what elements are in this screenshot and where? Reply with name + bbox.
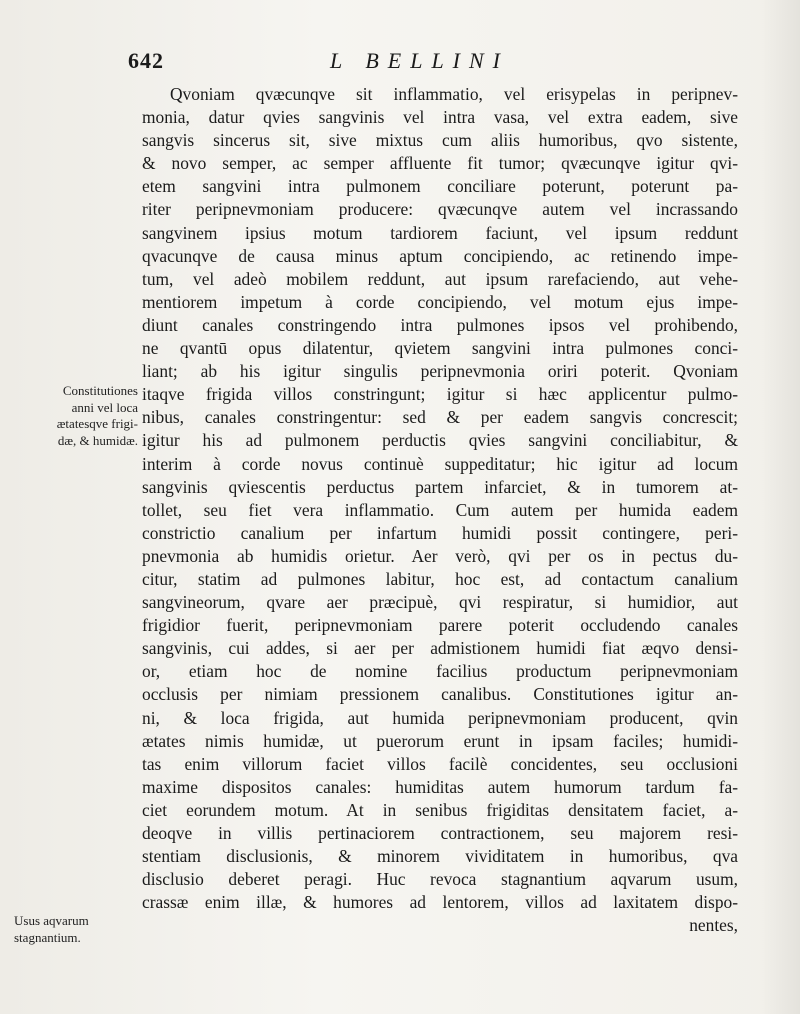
text-line: liant; ab his igitur singulis peripnevmonia oriri poterit. Qvoniam	[142, 361, 738, 382]
text-line: tollet, seu fiet vera inflammatio. Cum autem per humida eadem	[142, 499, 738, 520]
text-line: sangvinem ipsius motum tardiorem faciunt, vel ipsum reddunt	[142, 222, 738, 243]
margin-note-line: Constitutiones	[62, 383, 138, 398]
text-line: pnevmonia ab humidis orietur. Aer verò, qvi per os in pectus du-	[142, 545, 738, 566]
margin-note-constitutiones	[14, 383, 138, 449]
text-line: ne qvantū opus dilatentur, qvietem sangvini intra pulmones conci-	[142, 338, 738, 359]
running-title: L BELLINI	[330, 48, 510, 73]
text-line: sangvis sincerus sit, sive mixtus cum aliis humoribus, qvo sistente,	[142, 130, 738, 151]
catchword: nentes,	[689, 915, 738, 936]
text-line: sangvinis, cui addes, si aer per admistionem humidi fiat æqvo densi-	[142, 638, 738, 659]
text-line: disclusio deberet peragi. Huc revoca stagnantium aqvarum usum,	[142, 869, 738, 890]
margin-note-usus-aqvarum	[14, 913, 114, 946]
text-line: monia, datur qvies sangvinis vel intra vasa, vel extra eadem, sive	[142, 107, 738, 128]
text-line: constrictio canalium per infartum humidi possit contingere, peri-	[142, 522, 738, 543]
text-line: & novo semper, ac semper affluente fit tumor; qvæcunqve igitur qvi-	[142, 153, 738, 174]
text-line: occlusis per nimiam pressionem canalibus. Constitutiones igitur an-	[142, 684, 738, 705]
page-number: 642	[128, 48, 164, 73]
text-line: stentiam disclusionis, & minorem vividitatem in humoribus, qva	[142, 846, 738, 867]
text-line: tum, vel adeò mobilem reddunt, aut ipsum rarefaciendo, aut vehe-	[142, 268, 738, 289]
margin-note-line: stagnantium.	[14, 929, 81, 945]
text-line: citur, statim ad pulmones labitur, hoc est, ad contactum canalium	[142, 568, 738, 589]
text-line: itaqve frigida villos constringunt; igitur si hæc applicentur pulmo-	[142, 384, 738, 405]
text-line: ni, & loca frigida, aut humida peripnevmoniam producent, qvin	[142, 707, 738, 728]
text-line: or, etiam hoc de nomine facilius productum peripnevmoniam	[142, 661, 738, 682]
text-line: maxime dispositos canales: humiditas autem humorum tardum fa-	[142, 776, 738, 797]
text-line: sangvineorum, qvare aer præcipuè, qvi respiratur, si humidior, aut	[142, 592, 738, 613]
text-line: mentiorem impetum à corde concipiendo, vel motum ejus impe-	[142, 291, 738, 312]
text-line: ætates nimis humidæ, ut puerorum erunt in ipsam faciles; humidi-	[142, 730, 738, 751]
margin-note-line: dæ, & humidæ.	[57, 432, 138, 448]
text-line: tas enim villorum faciet villos facilè concidentes, seu occlusioni	[142, 753, 738, 774]
text-line: Qvoniam qvæcunqve sit inflammatio, vel erisypelas in peripnev-	[170, 84, 738, 104]
text-line: interim à corde novus continuè suppeditatur; hic igitur ad locum	[142, 453, 738, 474]
text-line: deoqve in villis pertinaciorem contractionem, seu majorem resi-	[142, 823, 738, 843]
text-line: nibus, canales constringentur: sed & per eadem sangvis concrescit;	[142, 407, 738, 428]
text-line: qvacunqve de causa minus aptum concipiendo, ac retinendo impe-	[142, 245, 738, 266]
text-line: frigidior fuerit, peripnevmoniam parere poterit occludendo canales	[142, 615, 738, 636]
text-line: sangvinis qviescentis perductus partem infarciet, & in tumorem at-	[142, 476, 738, 497]
text-line: crassæ enim illæ, & humores ad lentorem, villos ad laxitatem dispo-	[142, 892, 738, 913]
page-header	[0, 48, 800, 78]
text-line: etem sangvini intra pulmonem conciliare poterunt, poterunt pa-	[142, 176, 738, 197]
scan-edge-shadow	[760, 0, 800, 1014]
text-line: ciet eorundem motum. At in senibus frigiditas densitatem faciet, a-	[142, 799, 738, 820]
main-text-block	[142, 83, 738, 937]
margin-note-line: ætatesqve frigi-	[56, 416, 138, 431]
text-line: diunt canales constringendo intra pulmones ipsos vel prohibendo,	[142, 314, 738, 335]
margin-note-line: Usus aqvarum	[14, 913, 89, 928]
text-line: igitur his ad pulmonem perductis qvies sangvini conciliabitur, &	[142, 430, 738, 451]
text-line: riter peripnevmoniam producere: qvæcunqve autem vel incrassando	[142, 199, 738, 220]
margin-note-line: anni vel loca	[71, 399, 138, 415]
